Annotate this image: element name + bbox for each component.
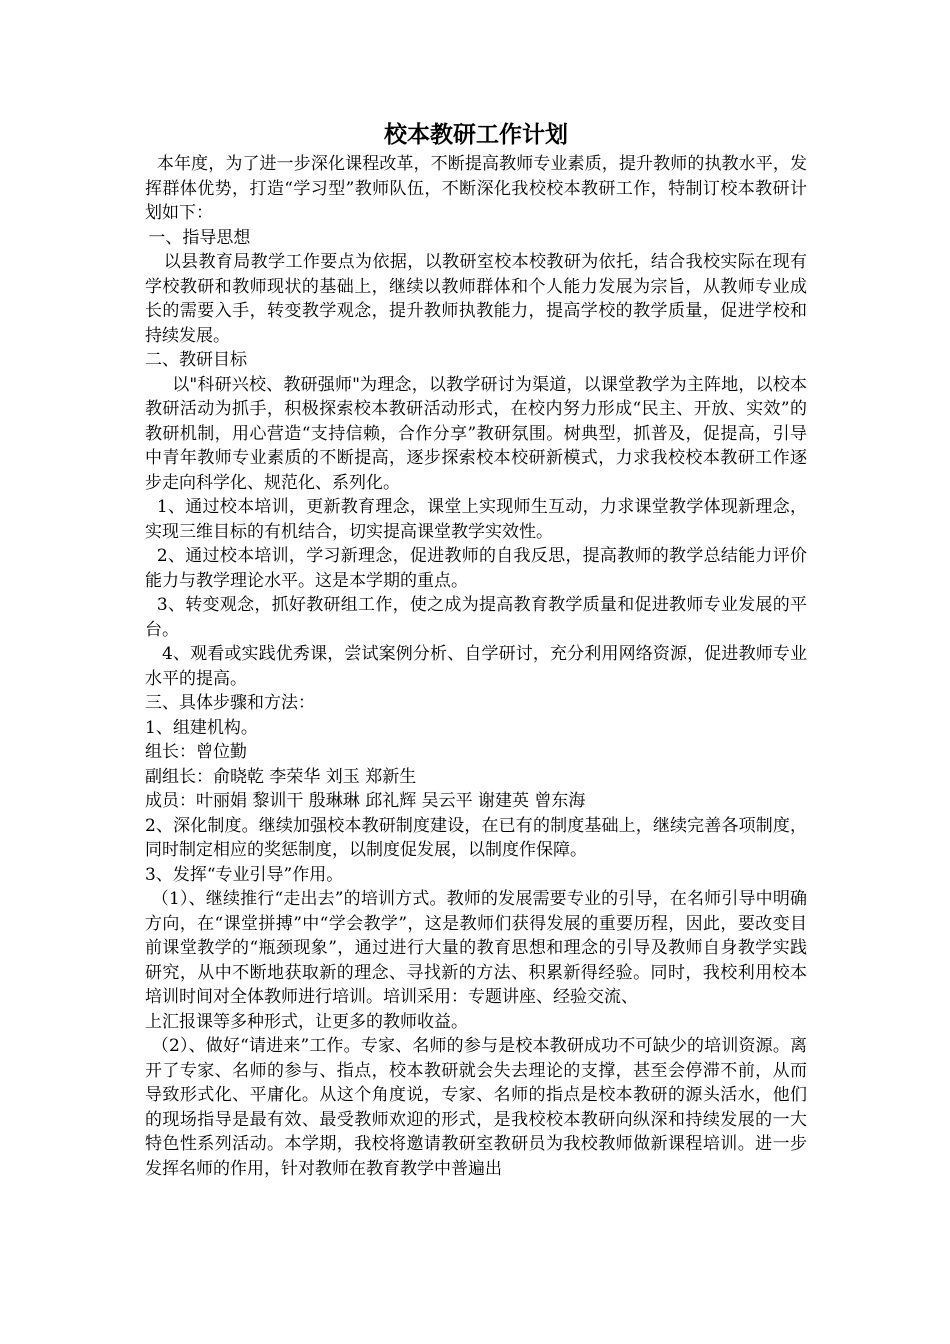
goal-item-3: 3、转变观念，抓好教研组工作，使之成为提高教育教学质量和促进教师专业发展的平台。 — [145, 595, 807, 640]
document-title: 校本教研工作计划 — [384, 121, 568, 148]
members-line: 成员：叶丽娟 黎训干 殷琳琳 邱礼辉 吴云平 谢建英 曾东海 — [145, 791, 586, 811]
goal-item-2: 2、通过校本培训，学习新理念，促进教师的自我反思，提高教师的教学总结能力评价能力与教学理论水平。这是本学期的重点。 — [145, 546, 807, 591]
document-page — [145, 118, 807, 1181]
research-goals-paragraph: 以"科研兴校、教研强师"为理念，以教学研讨为渠道，以课堂教学为主阵地，以校本教研活动为抓手，积极探索校本教研活动形式，在校内努力形成“民主、开放、实效”的教研机制，用心营造“支持信赖，合作分享”教研氛围。树典型，抓普及，促提高，引导中青年教师专业素质的不断提高，逐步探索校本校研新模式，力求我校校本教研工作逐步走向科学化、规范化、系列化。 — [145, 374, 807, 493]
section-heading-steps-methods: 三、具体步骤和方法： — [145, 693, 315, 713]
step-deepen-system: 2、深化制度。继续加强校本教研制度建设，在已有的制度基础上，继续完善各项制度，同时制定相应的奖惩制度，以制度促发展，以制度作保障。 — [145, 815, 807, 860]
going-out-continuation: 上汇报课等多种形式，让更多的教师收益。 — [145, 1011, 468, 1032]
deputy-leaders-line: 副组长：俞晓乾 李荣华 刘玉 郑新生 — [145, 766, 417, 787]
step-professional-guidance: 3、发挥“专业引导”作用。 — [145, 864, 344, 885]
section-heading-research-goals: 二、教研目标 — [145, 350, 247, 370]
section-heading-guiding-ideology: 一、指导思想 — [148, 227, 251, 248]
sub-item-going-out: （1）、继续推行“走出去”的培训方式。教师的发展需要专业的引导，在名师引导中明确方向，在“课堂拼搏”中“学会教学”，这是教师们获得发展的重要历程，因此，要改变目前课堂教学的“瓶颈现象”，通过进行大量的教育思想和理念的引导及教师自身教学实践研究，从中不断地获取新的理念、寻找新的方法、积累新得经验。同时，我校利用校本培训时间对全体教师进行培训。培训采用：专题讲座、经验交流、 — [145, 889, 807, 1007]
group-leader-line: 组长：曾位勤 — [145, 742, 247, 762]
intro-paragraph: 本年度，为了进一步深化课程改革，不断提高教师专业素质，提升教师的执教水平，发挥群体优势，打造“学习型”教师队伍，不断深化我校校本教研工作，特制订校本教研计划如下： — [145, 154, 807, 223]
step-organization: 1、组建机构。 — [145, 717, 258, 738]
guiding-ideology-paragraph: 以县教育局教学工作要点为依据，以教研室校本校教研为依托，结合我校实际在现有学校教研和教师现状的基础上，继续以教师群体和个人能力发展为宗旨，从教师专业成长的需要入手，转变教学观念，提升教师执教能力，提高学校的教学质量，促进学校和持续发展。 — [145, 252, 807, 346]
goal-item-4: 4、观看或实践优秀课，尝试案例分析、自学研讨，充分利用网络资源，促进教师专业水平的提高。 — [145, 644, 807, 689]
sub-item-inviting-in: （2）、做好“请进来”工作。专家、名师的参与是校本教研成功不可缺少的培训资源。离开了专家、名师的参与、指点，校本教研就会失去理论的支撑，甚至会停滞不前，从而导致形式化、平庸化。从这个角度说，专家、名师的指点是校本教研的源头活水，他们的现场指导是最有效、最受教师欢迎的形式，是我校校本教研向纵深和持续发展的一大特色性系列活动。本学期，我校将邀请教研室教研员为我校教师做新课程培训。进一步发挥名师的作用，针对教师在教育教学中普遍出 — [145, 1036, 807, 1179]
goal-item-1: 1、通过校本培训，更新教育理念，课堂上实现师生互动，力求课堂教学体现新理念，实现三维目标的有机结合，切实提高课堂教学实效性。 — [145, 497, 807, 542]
